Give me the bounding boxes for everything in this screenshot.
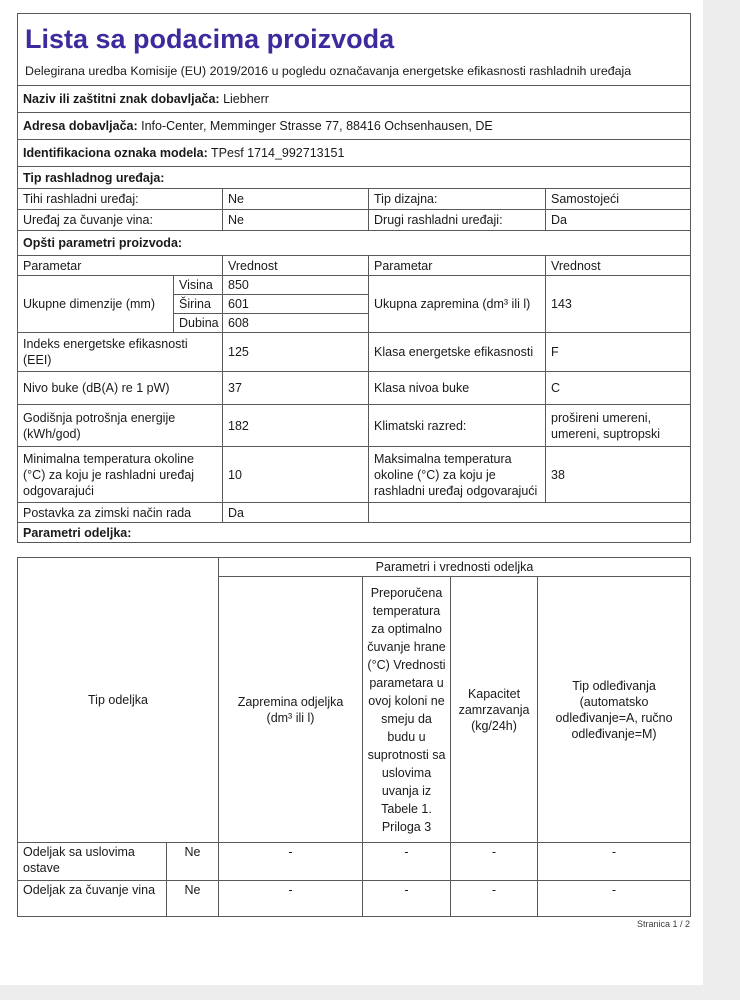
param-label-cell: Godišnja potrošnja energije (kWh/god)	[18, 405, 223, 447]
param-value-cell: 37	[223, 372, 369, 405]
compartment-freeze-cell: -	[451, 881, 538, 917]
table-row	[18, 523, 691, 543]
table-row	[18, 86, 691, 113]
table-row	[18, 276, 691, 295]
compartment-temp-cell: -	[363, 843, 451, 881]
dimension-value-cell: 608	[223, 314, 369, 333]
defrost-type-column-header: Tip odleđivanja (automatsko odleđivanje=A, ručno odleđivanje=M)	[538, 577, 691, 843]
compartment-group-header: Parametri i vrednosti odeljka	[219, 558, 691, 577]
param-value-cell: Ne	[223, 189, 369, 210]
table-row	[18, 372, 691, 405]
supplier-name-label: Naziv ili zaštitni znak dobavljača:	[23, 92, 220, 106]
dimension-name-cell: Visina	[174, 276, 223, 295]
table-row	[18, 558, 691, 577]
table-row	[18, 333, 691, 372]
compartment-temp-cell: -	[363, 881, 451, 917]
param-label-cell: Tihi rashladni uređaj:	[18, 189, 223, 210]
param-label-cell: Postavka za zimski način rada	[18, 503, 223, 523]
param-label-cell: Tip dizajna:	[369, 189, 546, 210]
param-value-cell: Ne	[223, 210, 369, 231]
param-label-cell: Indeks energetske efikasnosti (EEI)	[18, 333, 223, 372]
compartment-volume-cell: -	[219, 881, 363, 917]
table-row	[18, 210, 691, 231]
param-label-cell: Klasa nivoa buke	[369, 372, 546, 405]
table-row	[18, 503, 691, 523]
section-heading-type: Tip rashladnog uređaja:	[18, 167, 691, 189]
compartment-present-cell: Ne	[167, 843, 219, 881]
table-row	[18, 256, 691, 276]
page-title: Lista sa podacima proizvoda	[25, 24, 395, 54]
param-label-cell: Klasa energetske efikasnosti	[369, 333, 546, 372]
table-row	[18, 881, 691, 917]
compartment-volume-cell: -	[219, 843, 363, 881]
dimension-value-cell: 850	[223, 276, 369, 295]
section-heading-compartments: Parametri odeljka:	[18, 523, 691, 543]
param-value-cell: 10	[223, 447, 369, 503]
dimension-name-cell: Dubina	[174, 314, 223, 333]
table-row	[18, 113, 691, 140]
total-volume-label-cell: Ukupna zapremina (dm³ ili l)	[369, 276, 546, 333]
page-number: Stranica 1 / 2	[636, 919, 690, 929]
freezing-capacity-column-header: Kapacitet zamrzavanja (kg/24h)	[451, 577, 538, 843]
column-header: Parametar	[18, 256, 223, 276]
param-value-cell: F	[546, 333, 691, 372]
total-volume-value-cell: 143	[546, 276, 691, 333]
section-heading-general: Opšti parametri proizvoda:	[18, 231, 691, 256]
model-id-value: TPesf 1714_992713151	[211, 146, 345, 160]
table-row	[18, 447, 691, 503]
regulation-subtitle: Delegirana uredba Komisije (EU) 2019/2016 u pogledu označavanja energetske efikasnosti rashladnih uređaja	[25, 64, 632, 78]
title-block	[18, 14, 691, 86]
table-row	[18, 231, 691, 256]
model-id-label: Identifikaciona oznaka modela:	[23, 146, 208, 160]
param-value-cell: 125	[223, 333, 369, 372]
param-value-cell: prošireni umereni, umereni, suptropski	[546, 405, 691, 447]
param-value-cell: 182	[223, 405, 369, 447]
param-label-cell: Maksimalna temperatura okoline (°C) za koju je rashladni uređaj odgovarajući	[369, 447, 546, 503]
column-header: Vrednost	[223, 256, 369, 276]
param-label-cell: Drugi rashladni uređaji:	[369, 210, 546, 231]
supplier-name-value: Liebherr	[223, 92, 269, 106]
supplier-address-cell	[18, 113, 691, 140]
table-row	[18, 140, 691, 167]
dimension-name-cell: Širina	[174, 295, 223, 314]
compartment-defrost-cell: -	[538, 843, 691, 881]
supplier-address-label: Adresa dobavljača:	[23, 119, 138, 133]
table-row	[18, 167, 691, 189]
column-header: Parametar	[369, 256, 546, 276]
compartment-defrost-cell: -	[538, 881, 691, 917]
compartment-freeze-cell: -	[451, 843, 538, 881]
param-label-cell: Uređaj za čuvanje vina:	[18, 210, 223, 231]
main-table	[17, 13, 691, 543]
compartment-label-cell: Odeljak za čuvanje vina	[18, 881, 167, 917]
table-row	[18, 843, 691, 881]
table-row	[18, 14, 691, 86]
compartment-type-header: Tip odeljka	[18, 558, 219, 843]
supplier-address-value: Info-Center, Memminger Strasse 77, 88416 Ochsenhausen, DE	[141, 119, 493, 133]
compartment-table	[17, 557, 691, 917]
dimensions-label-cell: Ukupne dimenzije (mm)	[18, 276, 174, 333]
compartment-present-cell: Ne	[167, 881, 219, 917]
temperature-column-header: Preporučena temperatura za optimalno čuvanje hrane (°C) Vrednosti parametara u ovoj koloni ne smeju da budu u suprotnosti sa uslovima uvanja iz Tabele 1. Priloga 3	[363, 577, 451, 843]
param-value-cell: 38	[546, 447, 691, 503]
param-value-cell: C	[546, 372, 691, 405]
model-id-cell	[18, 140, 691, 167]
param-label-cell: Klimatski razred:	[369, 405, 546, 447]
param-value-cell: Da	[546, 210, 691, 231]
param-value-cell: Samostojeći	[546, 189, 691, 210]
dimension-value-cell: 601	[223, 295, 369, 314]
supplier-name-cell	[18, 86, 691, 113]
empty-cell	[369, 503, 691, 523]
table-row	[18, 189, 691, 210]
param-value-cell: Da	[223, 503, 369, 523]
param-label-cell: Nivo buke (dB(A) re 1 pW)	[18, 372, 223, 405]
compartment-label-cell: Odeljak sa uslovima ostave	[18, 843, 167, 881]
param-label-cell: Minimalna temperatura okoline (°C) za koju je rashladni uređaj odgovarajući	[18, 447, 223, 503]
volume-column-header: Zapremina odjeljka (dm³ ili l)	[219, 577, 363, 843]
product-fiche	[17, 13, 690, 917]
column-header: Vrednost	[546, 256, 691, 276]
table-row	[18, 405, 691, 447]
